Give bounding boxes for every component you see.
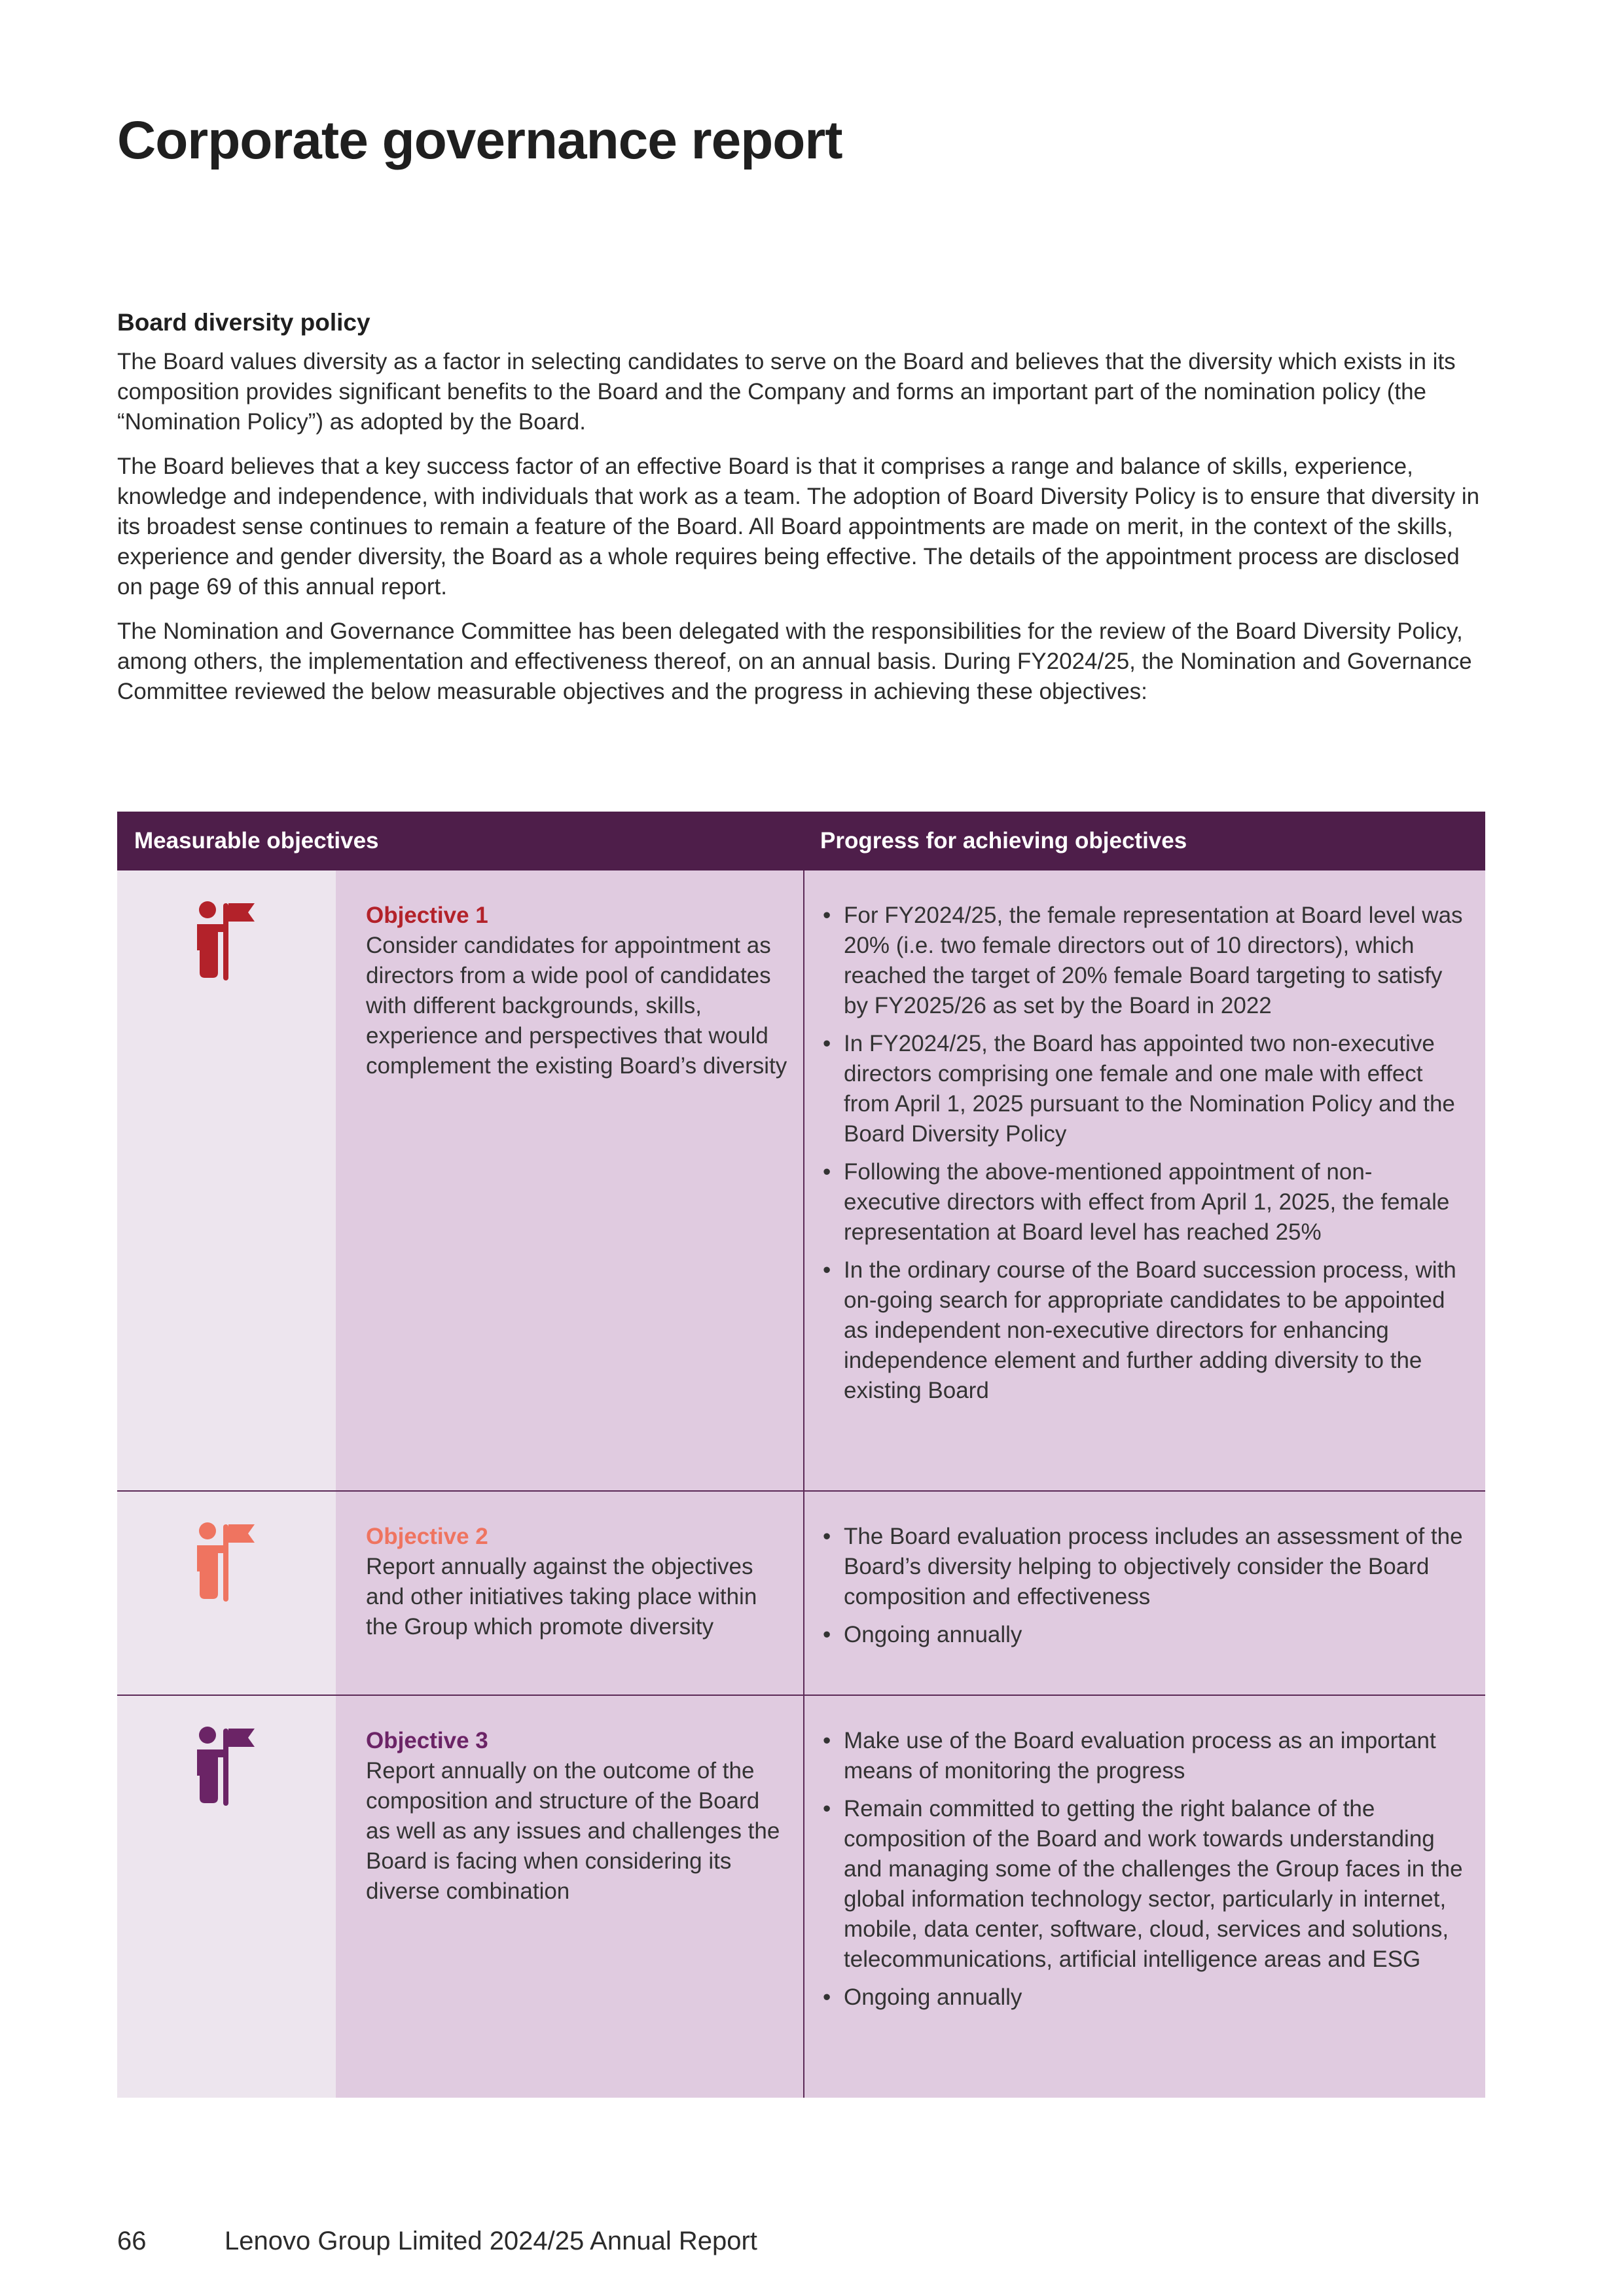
progress-list — [820, 1726, 1468, 2013]
progress-cell — [804, 1492, 1485, 1695]
progress-item: • Make use of the Board evaluation process as an important means of monitoring the progress — [820, 1726, 1468, 1786]
objective-text: Report annually on the outcome of the composition and structure of the Board as well as any issues and challenges the Board is facing when considering its diverse combination — [366, 1758, 780, 1904]
icon-cell — [117, 1492, 336, 1695]
progress-item: • For FY2024/25, the female representation at Board level was 20% (i.e. two female directors out of 10 directors), which reached the target of 20% female Board targeting to satisfy by FY2025/26 as set by the Board in 2022 — [820, 901, 1468, 1021]
table-row — [117, 1696, 1485, 2098]
objective-title: Objective 2 — [366, 1524, 488, 1549]
objective-title: Objective 3 — [366, 1728, 488, 1753]
table-row — [117, 1492, 1485, 1696]
progress-item: • Ongoing annually — [820, 1620, 1468, 1650]
objective-cell — [336, 870, 804, 1490]
page-number: 66 — [117, 2227, 147, 2255]
progress-item: • Ongoing annually — [820, 1982, 1468, 2013]
progress-item: • Following the above-mentioned appointment of non-executive directors with effect from April 1, 2025, the female representation at Board level has reached 25% — [820, 1157, 1468, 1247]
progress-item: • In the ordinary course of the Board succession process, with on-going search for appropriate candidates to be appointed as independent non-executive directors for enhancing independence element and further adding diversity to the existing Board — [820, 1255, 1468, 1406]
page-footer — [117, 2227, 757, 2256]
header-progress: Progress for achieving objectives — [820, 828, 1187, 853]
person-with-flag-icon — [194, 899, 260, 980]
objective-title: Objective 1 — [366, 903, 488, 928]
paragraph: The Board values diversity as a factor in selecting candidates to serve on the Board and believes that the diversity which exists in its composition provides significant benefits to the Board and the Company and forms an important part of the nomination policy (the “Nomination Policy”) as adopted by the Board. — [117, 349, 1456, 435]
progress-cell — [804, 1696, 1485, 2098]
page-title: Corporate governance report — [117, 111, 842, 170]
progress-item: • In FY2024/25, the Board has appointed two non-executive directors comprising one female and one male with effect from April 1, 2025 pursuant to the Nomination Policy and the Board Diversity Policy — [820, 1029, 1468, 1149]
objective-cell — [336, 1492, 804, 1695]
table-header — [117, 812, 1485, 870]
section-heading: Board diversity policy — [117, 309, 370, 336]
paragraph: The Board believes that a key success factor of an effective Board is that it comprises a range and balance of skills, experience, knowledge and independence, with individuals that work as a team. The adoption of Board Diversity Policy is to ensure that diversity in its broadest sense continues to remain a feature of the Board. All Board appointments are made on merit, in the context of the skills, experience and gender diversity, the Board as a whole requires being effective. The details of the appointment process are disclosed on page 69 of this annual report. — [117, 454, 1480, 600]
objective-cell — [336, 1696, 804, 2098]
icon-cell — [117, 1696, 336, 2098]
objective-text: Report annually against the objectives and other initiatives taking place within the Group which promote diversity — [366, 1554, 757, 1640]
person-with-flag-icon — [194, 1520, 260, 1602]
paragraph: The Nomination and Governance Committee has been delegated with the responsibilities for the review of the Board Diversity Policy, among others, the implementation and effectiveness thereof, on an annual basis. During FY2024/25, the Nomination and Governance Committee reviewed the below measurable objectives and the progress in achieving these objectives: — [117, 619, 1472, 705]
report-name: Lenovo Group Limited 2024/25 Annual Report — [225, 2227, 757, 2255]
progress-cell — [804, 870, 1485, 1490]
person-with-flag-icon — [194, 1725, 260, 1806]
icon-cell — [117, 870, 336, 1490]
objective-text: Consider candidates for appointment as directors from a wide pool of candidates with different backgrounds, skills, experience and perspectives that would complement the existing Board’s diversity — [366, 933, 787, 1079]
progress-list — [820, 901, 1468, 1406]
board-diversity-section — [117, 308, 1485, 721]
header-measurable-objectives: Measurable objectives — [134, 828, 379, 853]
table-row — [117, 870, 1485, 1492]
progress-list — [820, 1522, 1468, 1650]
progress-item: • The Board evaluation process includes an assessment of the Board’s diversity helping to objectively consider the Board composition and effectiveness — [820, 1522, 1468, 1612]
progress-item: • Remain committed to getting the right balance of the composition of the Board and work towards understanding and managing some of the challenges the Group faces in the global information technology sector, particularly in internet, mobile, data center, software, cloud, services and solutions, telecommunications, artificial intelligence areas and ESG — [820, 1794, 1468, 1975]
objectives-table — [117, 812, 1485, 2098]
